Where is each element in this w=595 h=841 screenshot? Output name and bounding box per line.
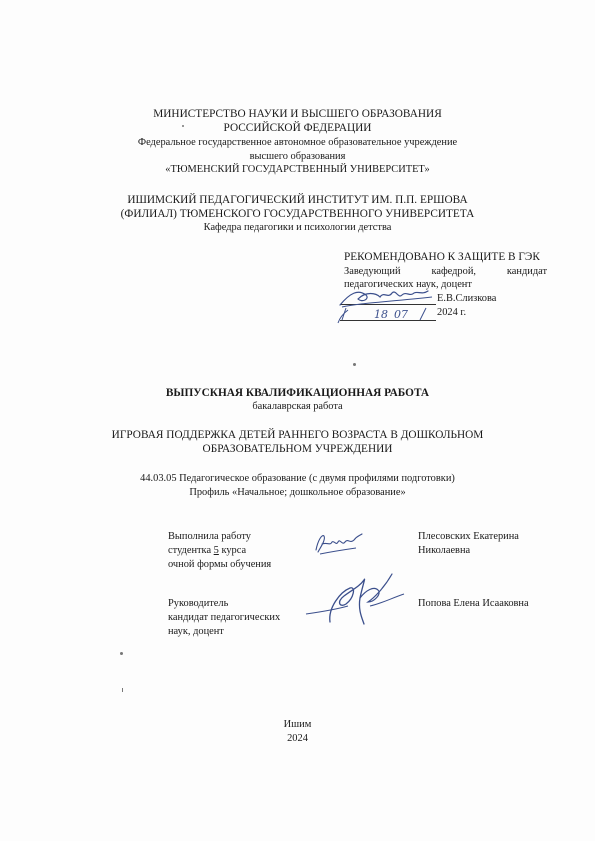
supervisor-label-line-2: кандидат педагогических [168,612,281,623]
approval-date-day: 18 [374,308,388,321]
work-subtype: бакалаврская работа [252,401,343,412]
scan-speck [182,125,184,127]
head-name: Е.В.Слизкова [437,293,497,304]
approval-date-month: 07 [394,308,408,321]
approval-position-word: Заведующий [344,266,401,277]
institute-line-2: (ФИЛИАЛ) ТЮМЕНСКОГО ГОСУДАРСТВЕННОГО УНИВЕРСИТЕТА [120,208,475,220]
approval-position-line-2: педагогических наук, доцент [344,279,472,290]
author-name-line-1: Плесовских Екатерина [418,531,519,542]
author-name-line-2: Николаевна [418,545,471,556]
institution-line-1: Федеральное государственное автономное образовательное учреждение [137,137,458,148]
scan-speck [120,652,123,655]
approval-heading: РЕКОМЕНДОВАНО К ЗАЩИТЕ В ГЭК [344,251,540,263]
scan-speck [353,363,356,366]
author-label-line-1: Выполнила работу [168,531,251,542]
supervisor-name: Попова Елена Исааковна [418,598,529,609]
approval-position-word: кафедрой, [431,266,476,277]
ministry-line-2: РОССИЙСКОЙ ФЕДЕРАЦИИ [223,122,372,134]
approval-position-line-1 [344,265,547,278]
author-signature-icon [312,530,364,558]
work-title-line-2: ОБРАЗОВАТЕЛЬНОМ УЧРЕЖДЕНИИ [202,443,393,455]
specialty: 44.03.05 Педагогическое образование (с двумя профилями подготовки) [140,473,455,484]
supervisor-label-line-3: наук, доцент [168,626,224,637]
author-label-line-3: очной формы обучения [168,559,272,570]
institution-line-2: высшего образования [249,151,346,162]
author-course: 5 [213,545,219,556]
work-type: ВЫПУСКНАЯ КВАЛИФИКАЦИОННАЯ РАБОТА [165,387,430,399]
approval-date-year: 2024 г. [437,307,467,318]
work-title-line-1: ИГРОВАЯ ПОДДЕРЖКА ДЕТЕЙ РАННЕГО ВОЗРАСТА В ДОШКОЛЬНОМ [111,429,484,441]
department-name: Кафедра педагогики и психологии детства [203,222,392,233]
city: Ишим [283,719,312,730]
year: 2024 [287,733,308,744]
institute-line-1: ИШИМСКИЙ ПЕДАГОГИЧЕСКИЙ ИНСТИТУТ ИМ. П.П. ЕРШОВА [127,194,468,206]
scan-speck [122,688,123,692]
ministry-line-1: МИНИСТЕРСТВО НАУКИ И ВЫСШЕГО ОБРАЗОВАНИЯ [153,108,442,120]
supervisor-signature-icon [300,568,410,630]
supervisor-label-line-1: Руководитель [168,598,229,609]
approval-position-word: кандидат [506,266,547,277]
profile: Профиль «Начальное; дошкольное образование» [189,487,406,498]
date-handwriting-icon [340,306,436,322]
university-name: «ТЮМЕНСКИЙ ГОСУДАРСТВЕННЫЙ УНИВЕРСИТЕТ» [165,164,430,175]
author-label-line-2: студентка 5 курса [168,545,247,556]
